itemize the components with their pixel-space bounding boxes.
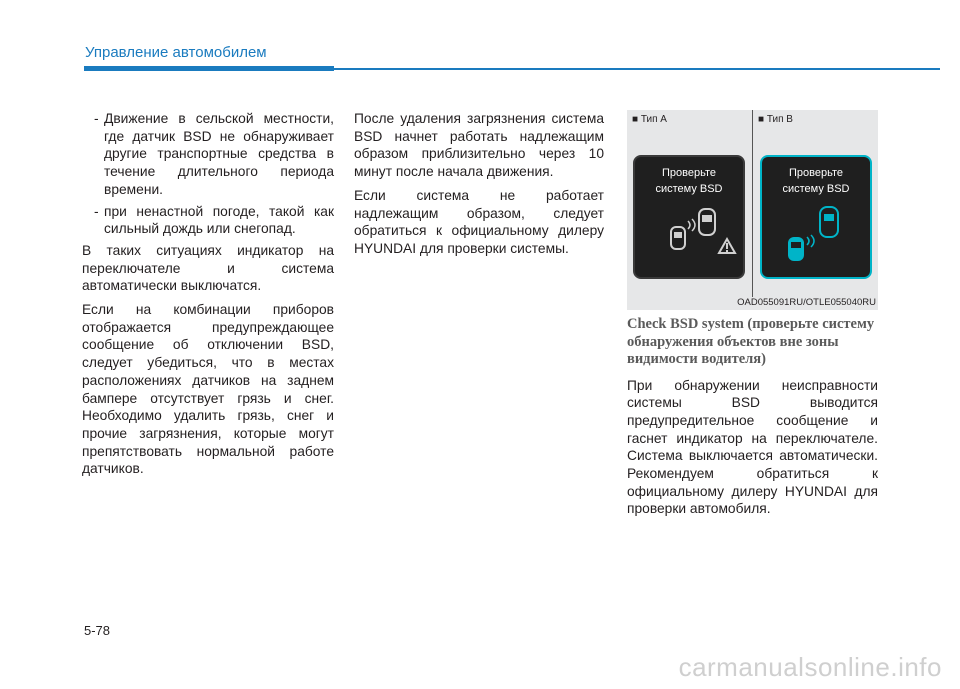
panel-message: Проверьте систему BSD xyxy=(655,167,723,195)
header-rule-thin xyxy=(334,68,940,70)
paragraph: В таких ситуациях индикатор на переключателе и система автоматически выключатся. xyxy=(82,242,334,294)
cluster-panel-type-a xyxy=(633,155,745,279)
header-rule-thick xyxy=(84,66,334,71)
column-3 xyxy=(627,316,878,524)
watermark: carmanualsonline.info xyxy=(678,652,942,682)
column-1 xyxy=(82,110,334,484)
bullet-text: при ненастной погоде, такой как сильный дождь или снегопад. xyxy=(104,203,334,237)
list-item xyxy=(82,110,334,199)
figure-divider xyxy=(752,110,753,297)
list-item xyxy=(82,203,334,238)
cluster-panel-type-b xyxy=(760,155,872,279)
paragraph: Если на комбинации приборов отображается предупреждающее сообщение об отключении BSD, следует убедиться, что в местах расположениях датчиков на заднем бампере отсутствует грязь и снег. Необходимо удалить грязь, снег и прочие загрязнения, которые могут препятствовать нормальной работе датчиков. xyxy=(82,302,334,477)
paragraph: При обнаружении неисправности системы BSD выводится предупредительное сообщение и гаснет индикатор на переключателе. Система выключается автоматически. Рекомендуем обратиться к официальному дилеру HYUNDAI для проверки автомобиля. xyxy=(627,377,878,517)
paragraph: После удаления загрязнения система BSD начнет работать надлежащим образом приблизительно через 10 минут после начала движения. xyxy=(354,111,604,180)
paragraph: Если система не работает надлежащим образом, следует обратиться к официальному дилеру HYUNDAI для проверки системы. xyxy=(354,187,604,256)
figure-label-type-a: ■ Тип A xyxy=(632,114,667,125)
figure-code: OAD055091RU/OTLE055040RU xyxy=(737,297,876,308)
bullet-dash: - xyxy=(94,111,99,126)
column-2 xyxy=(354,110,604,264)
figure-label-type-b: ■ Тип B xyxy=(758,114,793,125)
bullet-text: Движение в сельской местности, где датчик BSD не обнаруживает другие транспортные средства в течение длительного периода времени. xyxy=(104,111,334,197)
section-title: Управление автомобилем xyxy=(85,44,267,61)
section-heading: Check BSD system (проверьте систему обнаружения объектов вне зоны видимости водителя) xyxy=(627,316,875,367)
panel-message: Проверьте систему BSD xyxy=(782,167,850,195)
bsd-warning-figure xyxy=(627,110,878,310)
bsd-cars-icon xyxy=(762,157,870,277)
bullet-dash: - xyxy=(94,203,99,219)
bsd-cars-warning-icon xyxy=(635,157,743,277)
page-number: 5-78 xyxy=(84,623,111,638)
